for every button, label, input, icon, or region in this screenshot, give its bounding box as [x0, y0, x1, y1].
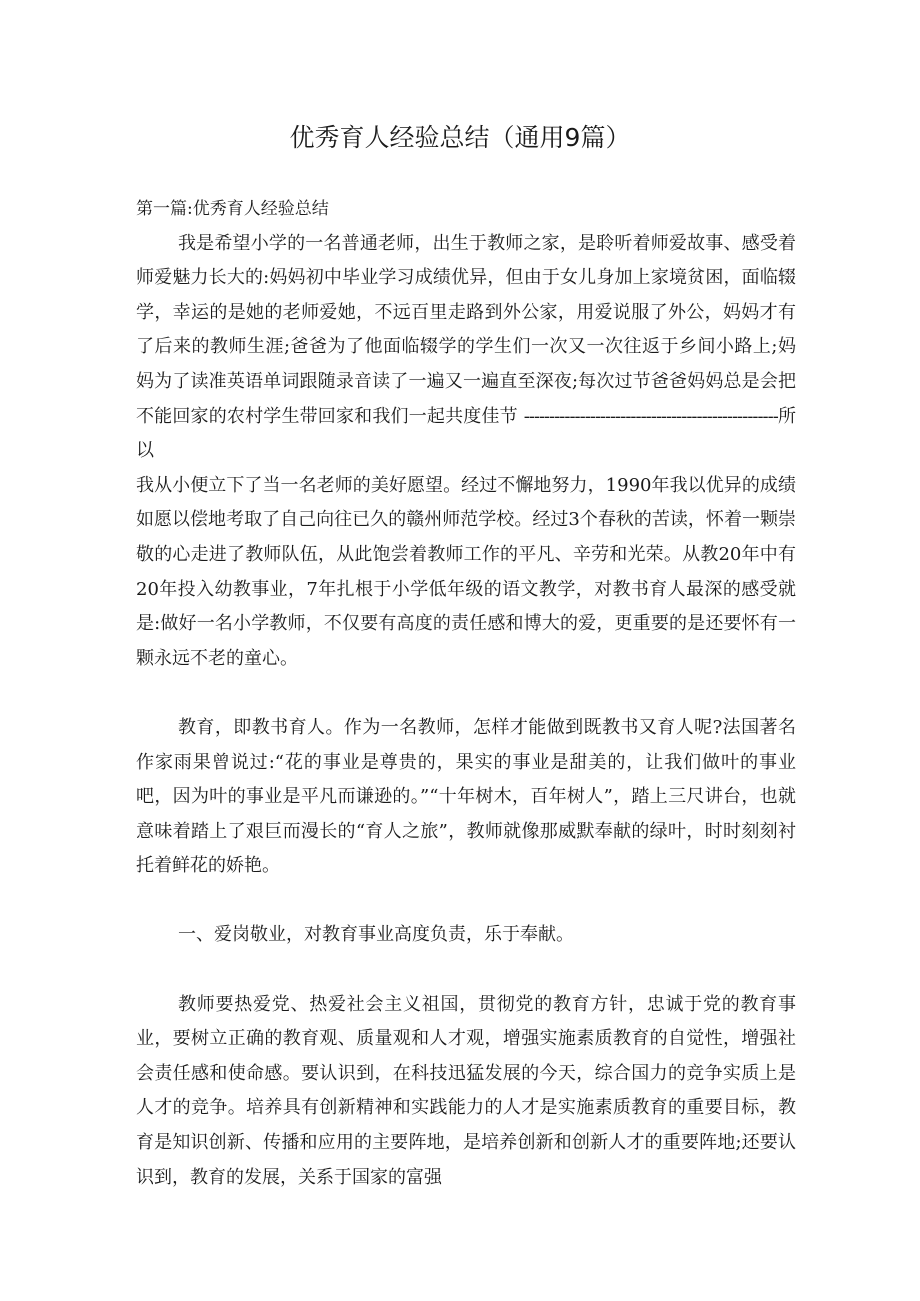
paragraph-gap	[136, 884, 796, 919]
document-title: 优秀育人经验总结（通用9篇）	[289, 123, 631, 152]
paragraph-1	[136, 227, 796, 469]
paragraph-3: 教育，即教书育人。作为一名教师，怎样才能做到既教书又育人呢?法国著名作家雨果曾说过:“花的事业是尊贵的，果实的事业是甜美的，让我们做叶的事业吧，因为叶的事业是平凡而谦逊的。”“十年树木，百年树人”，踏上三尺讲台，也就意味着踏上了艰巨而漫长的“育人之旅”，教师就像那威默奉献的绿叶，时时刻刻衬托着鲜花的娇艳。	[136, 716, 796, 877]
section-heading: 第一篇:优秀育人经验总结	[136, 199, 329, 219]
paragraph-4: 教师要热爱党、热爱社会主义祖国，贯彻党的教育方针，忠诚于党的教育事业，要树立正确的教育观、质量观和人才观，增强实施素质教育的自觉性，增强社会责任感和使命感。要认识到，在科技迅猛发展的今天，综合国力的竞争实质上是人才的竞争。培养具有创新精神和实践能力的人才是实施素质教育的重要目标，教育是知识创新、传播和应用的主要阵地，是培养创新和创新人才的重要阵地;还要认识到，教育的发展，关系于国家的富强	[136, 993, 796, 1188]
paragraph-1-text: 我是希望小学的一名普通老师，出生于教师之家，是聆听着师爱故事、感受着师爱魅力长大的:妈妈初中毕业学习成绩优异，但由于女儿身加上家境贫困，面临辍学，幸运的是她的老师爱她，不远百里走路到外公家，用爱说服了外公，妈妈才有了后来的教师生涯;爸爸为了他面临辍学的学生们一次又一次往返于乡间小路上;妈妈为了读准英语单词跟随录音读了一遍又一遍直至深夜;每次过节爸爸妈妈总是会把不能回家的农村学生带回家和我们一起共度佳节	[136, 232, 796, 427]
paragraph-gap	[136, 676, 796, 711]
dash-separator: --------------------------------------------------	[523, 405, 778, 427]
document-body	[136, 192, 796, 1195]
paragraph-gap	[136, 953, 796, 988]
paragraph-1-tail: 所以	[136, 405, 796, 462]
subheading-1: 一、爱岗敬业，对教育事业高度负责，乐于奉献。	[178, 924, 574, 946]
paragraph-2: 我从小便立下了当一名老师的美好愿望。经过不懈地努力，1990年我以优异的成绩如愿以偿地考取了自己向往已久的赣州师范学校。经过3个春秋的苦读，怀着一颗崇敬的心走进了教师队伍，从此饱尝着教师工作的平凡、辛劳和光荣。从教20年中有20年投入幼教事业，7年扎根于小学低年级的语文教学，对教书育人最深的感受就是:做好一名小学教师，不仅要有高度的责任感和博大的爱，更重要的是还要怀有一颗永远不老的童心。	[136, 474, 796, 669]
